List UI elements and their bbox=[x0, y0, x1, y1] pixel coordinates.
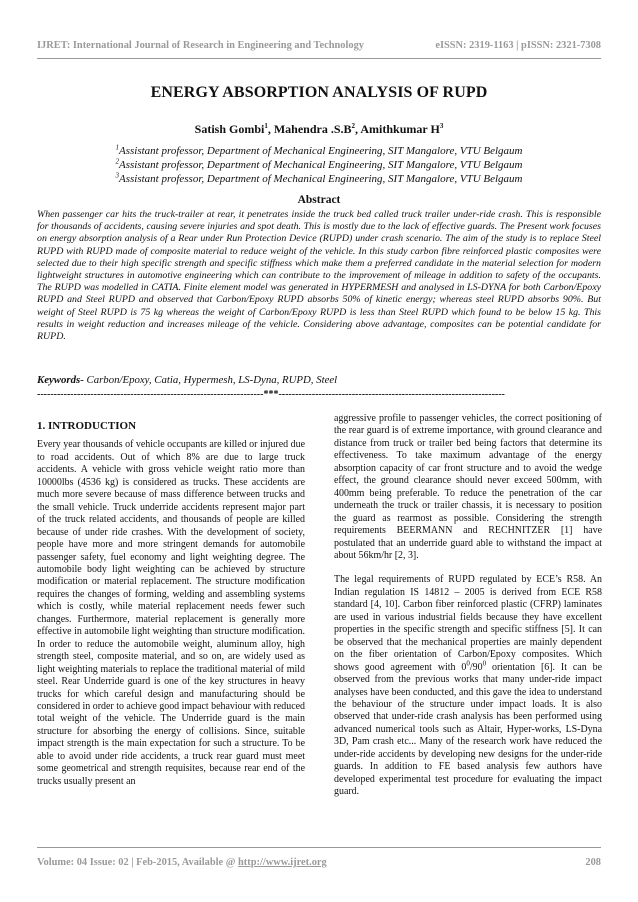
page-number: 208 bbox=[585, 857, 601, 868]
volume-info: Volume: 04 Issue: 02 | Feb-2015, Available @ http://www.ijret.org bbox=[37, 857, 327, 868]
running-footer bbox=[37, 857, 601, 868]
abstract-text: When passenger car hits the truck-trailer at rear, it penetrates inside the truck bed called truck trailer under-ride crash. This is responsible for thousands of accidents, causing severe injuries and spot death. This is mostly due to the lack of effective guards. The Present work focuses on energy absorption analysis of a Rear under Run Protection Device (RUPD) under crash scenario. The aim of the study is to replace Steel RUPD with RUPD made of composite material to reduce weight of the vehicle. In this study carbon fibre reinforced plastic composites were selected due to their high specific strength and specific stiffness which make them a preferred candidate in the material selection for modern lightweight structures in automotive engineering which can contribute to the improvement of mileage in addition to safety of the occupants. The RUPD was modelled in CATIA. Finite element model was generated in HYPERMESH and analysed in LS-DYNA for both Carbon/Epoxy RUPD and Steel RUPD and observed that Carbon/Epoxy RUPD absorbs 50% of kinetic energy; whereas steel RUPD absorbs 90%. But weight of Steel RUPD is 75 kg whereas the weight of Carbon/Epoxy RUPD is less than Steel RUPD which found to be below 15 kg. This results in weight reduction and increases mileage of the vehicle. Considering above advantage, composites can be potential candidate for RUPD. bbox=[37, 209, 601, 343]
body-paragraph: The legal requirements of RUPD regulated by ECE’s R58. An Indian regulation IS 14812 – 2005 is derived from ECE R58 standard [4, 10]. Carbon fiber reinforced plastic (CFRP) laminates are used in various industrial fields because they have excellent properties in the specific strength and specific stiffness [5]. It can be observed that the mechanical properties are mainly dependent on the fiber orientation of Carbon/Epoxy composites. Which shows good agreement with $0^0/90^0$ orientation [6]. It can be observed from the previous works that many under-ride impact analyses have been conducted, and this gave the idea to understand the behaviour of the structure under impact loads. It is also observed that under-ride crash analysis has been performed using advanced numerical tools such as Altair, Hyper-works, LS-Dyna 3D, Pam crash etc... Many of the research work have reduced the under-ride accidents by developing new designs for the under-ride guards. In addition to FE based analysis few authors have developed experimental test procedure for evaluating the impact guard. bbox=[334, 574, 602, 798]
right-column bbox=[334, 413, 602, 811]
keywords-label: Keywords- bbox=[37, 374, 84, 386]
paper-title: ENERGY ABSORPTION ANALYSIS OF RUPD bbox=[150, 84, 488, 101]
affiliation: $^1$Assistant professor, Department of Mechanical Engineering, SIT Mangalore, VTU Belgaum bbox=[115, 143, 523, 157]
body-paragraph: aggressive profile to passenger vehicles, the correct positioning of the rear guard is of extreme importance, with ground clearance and distance from truck or trailer bed being factors that determine its effectiveness. To take maximum advantage of the energy absorption capacity of car front structure and to avoid the wedge effect, the ground clearance should never exceed 500mm, with 400mm being preferable. To reduce the penetration of the car underneath the truck or trailer chassis, it is necessary to position the guard as rearmost as possible. Considering the strength requirements BEERMANN and RECHNITZER [1] have postulated that an underride guard able to withstand the impact at about 56km/hr [2, 3]. bbox=[334, 413, 602, 561]
keywords-list: Carbon/Epoxy, Catia, Hypermesh, LS-Dyna, RUPD, Steel bbox=[83, 374, 338, 386]
abstract-heading: Abstract bbox=[297, 194, 341, 206]
author-line: Satish Gombi$^1$, Mahendra $.S.B^2$, Amithkumar $H^3$ bbox=[194, 122, 444, 136]
header-rule bbox=[37, 58, 601, 59]
author-name: Mahendra .S.B bbox=[273, 122, 352, 136]
affiliation: $^3$Assistant professor, Department of Mechanical Engineering, SIT Mangalore, VTU Belgaum bbox=[115, 171, 523, 186]
author-name: Amithkumar H bbox=[360, 122, 440, 136]
footer-rule bbox=[37, 847, 601, 848]
journal-name: IJRET: International Journal of Research in Engineering and Technology bbox=[37, 40, 364, 51]
issn: eISSN: 2319-1163 | pISSN: 2321-7308 bbox=[435, 40, 601, 51]
left-column bbox=[37, 420, 305, 800]
section-separator: --------------------------------------------------------------------***-------------------------------------------------------------------- bbox=[37, 389, 505, 400]
journal-link[interactable]: http://www.ijret.org bbox=[238, 857, 327, 868]
section-heading: 1. INTRODUCTION bbox=[37, 420, 137, 432]
body-paragraph: Every year thousands of vehicle occupants are killed or injured due to road accidents. Out of which 8% are due to large truck accidents. A vehicle with gross vehicle weight ratio more than 10000lbs (4536 kg) is considered as trucks. These accidents are much more severe because of mass difference between trucks and the small vehicle. Truck underride accidents represent major part of the truck related accidents, and thousands of people are killed because of under ride crashes. With the development of society, people have more and more stringent demands for automobile passenger safety, fuel economy and light weighting degree. The automobile body light weighting can be achieved by structure modification or material replacement. The structure modification requires the changes of forming, welding and assembling systems which is costly, while material replacement needs fewer such changes. Furthermore, material replacement is generally more effective in automobile light weighting than structure modification. In order to reduce the automobile weight, aluminum alloy, high strength steel, composite material, and so on, are widely used as light weighting materials to replace the traditional material of mild steel. Rear Underride guard is one of the key structures in heavy trucks for which careful design and manufacturing should be considered in order to achieve good impact behaviour with reduced total weight of the vehicle. The Underride guard is the main structure for absorbing the energy of collisions. Since, suitable impact strength is the main expectation for such a structure. To be able to avoid under ride accidents, a truck rear guard must meet some geometrical and strength requisites, because rear end of the trucks usually present an bbox=[37, 439, 305, 787]
running-header bbox=[37, 40, 601, 51]
affiliations bbox=[0, 144, 638, 187]
keywords bbox=[37, 374, 601, 386]
affiliation: $^2$Assistant professor, Department of Mechanical Engineering, SIT Mangalore, VTU Belgaum bbox=[115, 157, 523, 172]
author-name: Satish Gombi bbox=[194, 122, 265, 136]
